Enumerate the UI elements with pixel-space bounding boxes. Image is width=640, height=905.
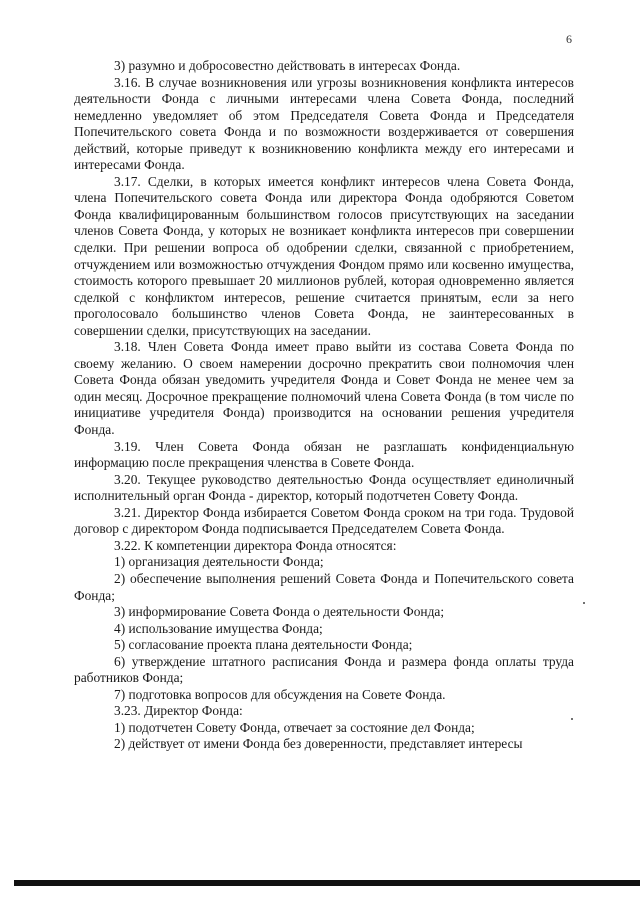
list-item: 5) согласование проекта плана деятельности Фонда; bbox=[114, 637, 413, 653]
list-item: 4) использование имущества Фонда; bbox=[114, 620, 323, 636]
paragraph-3-21: 3.21. Директор Фонда избирается Советом Фонда сроком на три года. Трудовой договор с директором Фонда подписывается Председателем Совета Фонда. bbox=[74, 504, 574, 537]
scan-speck bbox=[583, 602, 585, 604]
paragraph-3-20: 3.20. Текущее руководство деятельностью Фонда осуществляет единоличный исполнительный орган Фонда - директор, который подотчетен Совету Фонда. bbox=[74, 471, 574, 504]
paragraph-3-16: 3.16. В случае возникновения или угрозы возникновения конфликта интересов деятельности Фонда с личными интересами члена Совета Фонда, последний немедленно уведомляет об этом Председателя Совета Фонда и Председателя Попечительского совета Фонда и по возможности воздерживается от совершения действий, которые приведут к возникновению конфликта между его интересами и интересами Фонда. bbox=[74, 74, 574, 173]
page-number: 6 bbox=[566, 32, 572, 46]
list-item: 1) подотчетен Совету Фонда, отвечает за состояние дел Фонда; bbox=[114, 719, 475, 735]
paragraph-3-18: 3.18. Член Совета Фонда имеет право выйти из состава Совета Фонда по своему желанию. О своем намерении досрочно прекратить свои полномочия член Совета Фонда обязан уведомить учредителя Фонда и Совет Фонда не менее чем за один месяц. Досрочное прекращение полномочий члена Совета Фонда (в том числе по инициативе учредителя Фонда) производится на основании решения учредителя Фонда. bbox=[74, 339, 574, 438]
scan-speck bbox=[571, 718, 573, 720]
paragraph-3-17: 3.17. Сделки, в которых имеется конфликт интересов члена Совета Фонда, члена Попечительского совета Фонда или директора Фонда одобряются Советом Фонда квалифицированным большинством голосов присутствующих на заседании членов Совета Фонда, у которых не возникает конфликта интересов при совершении сделки. При решении вопроса об одобрении сделки, связанной с приобретением, отчуждением или возможностью отчуждения Фондом прямо или косвенно имущества, стоимость которого превышает 20 миллионов рублей, которая одновременно является сделкой с конфликтом интересов, решение считается принятым, если за него проголосовало большинство членов Совета Фонда, не заинтересованных в совершении сделки, присутствующих на заседании. bbox=[74, 173, 574, 338]
paragraph-3-23: 3.23. Директор Фонда: bbox=[114, 703, 243, 719]
document-body bbox=[74, 58, 574, 753]
list-item: 7) подготовка вопросов для обсуждения на Совете Фонда. bbox=[114, 686, 446, 702]
list-item: 3) информирование Совета Фонда о деятельности Фонда; bbox=[114, 604, 445, 620]
paragraph-3-15-item-3: 3) разумно и добросовестно действовать в интересах Фонда. bbox=[114, 58, 461, 73]
list-item: 1) организация деятельности Фонда; bbox=[114, 554, 324, 570]
paragraph-3-19: 3.19. Член Совета Фонда обязан не разглашать конфиденциальную информацию после прекращения членства в Совете Фонда. bbox=[74, 438, 574, 471]
scan-bottom-edge bbox=[14, 880, 640, 886]
paragraph-3-22: 3.22. К компетенции директора Фонда относятся: bbox=[114, 537, 397, 553]
list-item: 2) обеспечение выполнения решений Совета Фонда и Попечительского совета Фонда; bbox=[74, 570, 574, 603]
list-item: 6) утверждение штатного расписания Фонда и размера фонда оплаты труда работников Фонда; bbox=[74, 653, 574, 686]
list-item: 2) действует от имени Фонда без доверенности, представляет интересы bbox=[114, 736, 523, 752]
